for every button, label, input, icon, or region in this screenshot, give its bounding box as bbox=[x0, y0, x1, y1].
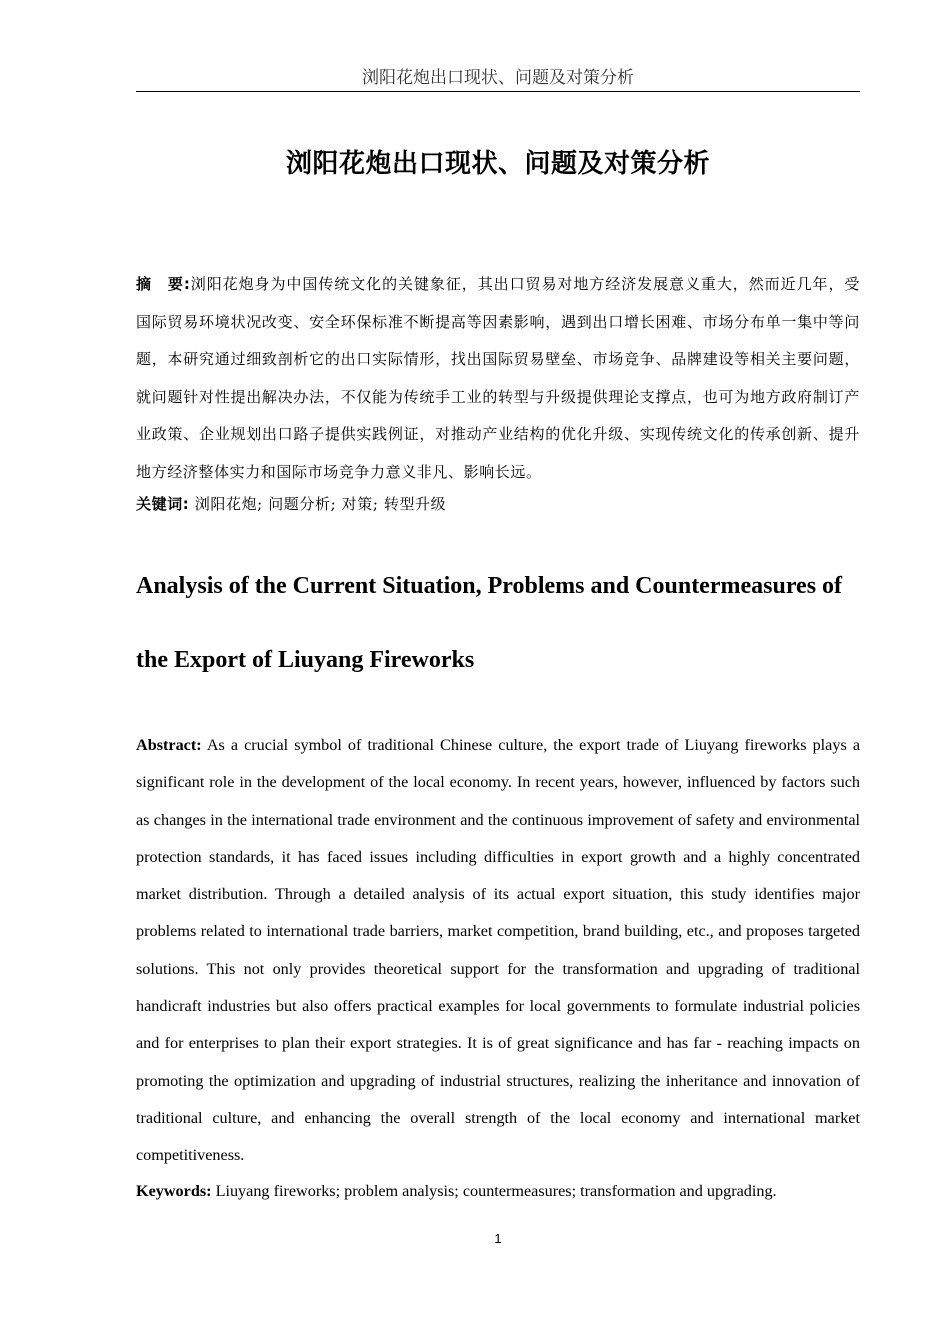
header-rule bbox=[136, 91, 860, 92]
chinese-abstract bbox=[136, 266, 860, 491]
page-number: 1 bbox=[494, 1231, 502, 1246]
english-title: Analysis of the Current Situation, Problems and Countermeasures of the Export of Liuyang Fireworks bbox=[136, 573, 843, 673]
english-abstract bbox=[136, 727, 860, 1175]
chinese-abstract-text: 浏阳花炮身为中国传统文化的关键象征，其出口贸易对地方经济发展意义重大，然而近几年，受国际贸易环境状况改变、安全环保标准不断提高等因素影响，遇到出口增长困难、市场分布单一集中等问题，本研究通过细致剖析它的出口实际情形，找出国际贸易壁垒、市场竞争、品牌建设等相关主要问题，就问题针对性提出解决办法，不仅能为传统手工业的转型与升级提供理论支撑点，也可为地方政府制订产业政策、企业规划出口路子提供实践例证，对推动产业结构的优化升级、实现传统文化的传承创新、提升地方经济整体实力和国际市场竞争力意义非凡、影响长远。 bbox=[136, 275, 860, 481]
running-header: 浏阳花炮出口现状、问题及对策分析 bbox=[362, 68, 634, 88]
english-keywords-label: Keywords: bbox=[136, 1182, 212, 1200]
english-abstract-label: Abstract: bbox=[136, 736, 202, 754]
english-keywords-text: Liuyang fireworks; problem analysis; countermeasures; transformation and upgrading. bbox=[215, 1182, 777, 1200]
chinese-keywords-label: 关键词: bbox=[136, 495, 190, 513]
chinese-keywords bbox=[136, 490, 860, 518]
english-abstract-text: As a crucial symbol of traditional Chinese culture, the export trade of Liuyang fireworks plays a significant role in the development of the local economy. In recent years, however, influenced by factors such as changes in the international trade environment and the continuous improvement of safety and environmental protection standards, it has faced issues including difficulties in export growth and a highly concentrated market distribution. Through a detailed analysis of its actual export situation, this study identifies major problems related to international trade barriers, market competition, brand building, etc., and proposes targeted solutions. This not only provides theoretical support for the transformation and upgrading of traditional handicraft industries but also offers practical examples for local governments to formulate industrial policies and for enterprises to plan their export strategies. It is of great significance and has far - reaching impacts on promoting the optimization and upgrading of industrial structures, realizing the inheritance and innovation of traditional culture, and enhancing the overall strength of the local economy and international market competitiveness. bbox=[136, 736, 861, 1165]
chinese-abstract-label: 摘 要: bbox=[136, 275, 191, 293]
english-keywords bbox=[136, 1177, 860, 1205]
chinese-keywords-text: 浏阳花炮; 问题分析; 对策; 转型升级 bbox=[194, 495, 447, 513]
chinese-title: 浏阳花炮出口现状、问题及对策分析 bbox=[285, 149, 710, 179]
